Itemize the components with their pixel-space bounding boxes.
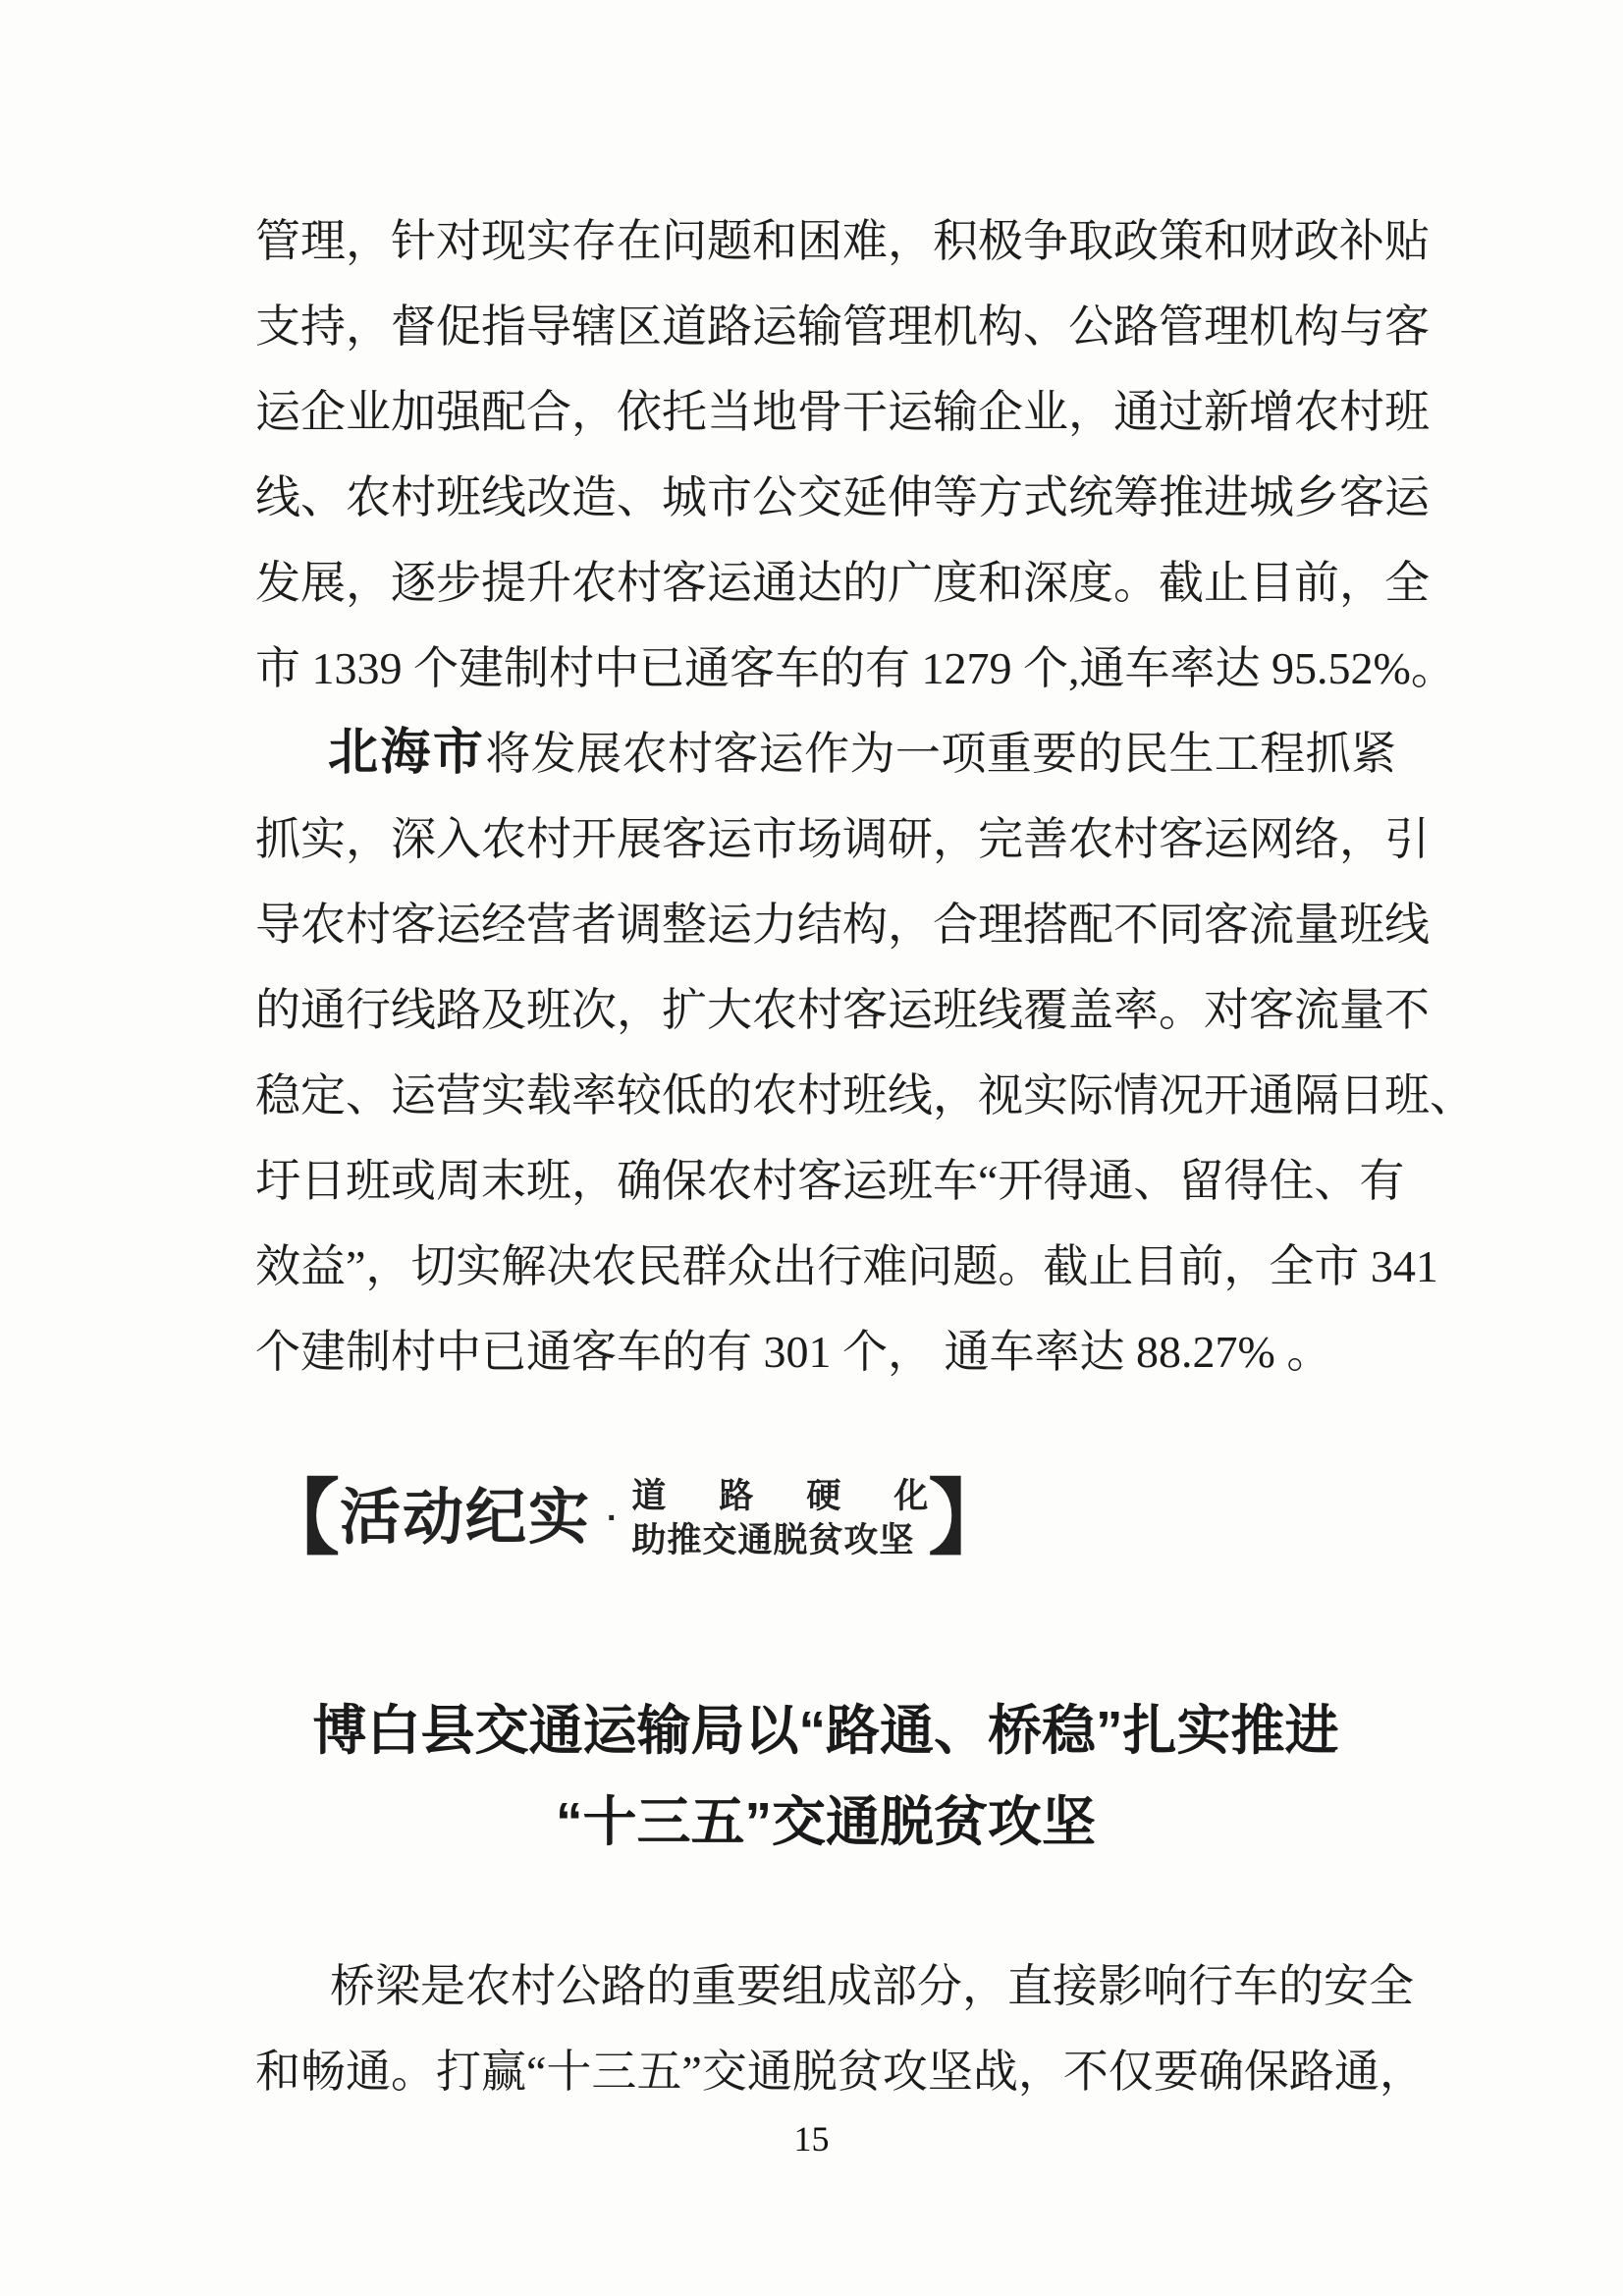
paragraph-line: 线、农村班线改造、城市公交延伸等方式统筹推进城乡客运 bbox=[255, 472, 1430, 522]
open-bracket: 【 bbox=[257, 1472, 341, 1564]
paragraph-line: 圩日班或周末班，确保农村客运班车“开得通、留得住、有 bbox=[255, 1156, 1405, 1206]
paragraph-line: 的通行线路及班次，扩大农村客运班线覆盖率。对客流量不 bbox=[255, 985, 1430, 1035]
subtitle-bottom: 助推交通脱贫攻坚 bbox=[631, 1521, 915, 1559]
paragraph-line: 支持，督促指导辖区道路运输管理机构、公路管理机构与客 bbox=[255, 301, 1430, 352]
article-body-line: 和畅通。打赢“十三五”交通脱贫攻坚战，不仅要确保路通， bbox=[255, 2047, 1425, 2097]
article-title-line1: 博白县交通运输局以“路通、桥稳”扎实推进 bbox=[312, 1700, 1339, 1761]
paragraph-line: 市 1339 个建制村中已通客车的有 1279 个,通车率达 95.52%。 bbox=[255, 643, 1456, 693]
close-bracket: 】 bbox=[928, 1472, 1011, 1564]
section-header-subtitle-stack bbox=[631, 1474, 928, 1562]
paragraph-line: 抓实，深入农村开展客运市场调研，完善农村客运网络，引 bbox=[255, 814, 1430, 864]
body-text-block bbox=[255, 198, 1475, 1394]
article-body-line: 桥梁是农村公路的重要组成部分，直接影响行车的安全 bbox=[330, 1961, 1414, 2011]
paragraph-line: 运企业加强配合，依托当地骨干运输企业，通过新增农村班 bbox=[255, 387, 1430, 437]
paragraph-line: 管理，针对现实存在问题和困难，积极争取政策和财政补贴 bbox=[255, 216, 1430, 266]
paragraph-line-beihai-first bbox=[255, 711, 1396, 796]
page-number: 15 bbox=[793, 2119, 830, 2159]
paragraph-line-last: 个建制村中已通客车的有 301 个， 通车率达 88.27% 。 bbox=[255, 1327, 1332, 1377]
subtitle-top: 道路硬化 bbox=[631, 1477, 929, 1515]
section-header bbox=[257, 1469, 1010, 1567]
paragraph-line: 效益”，切实解决农民群众出行难问题。截止目前，全市 341 bbox=[255, 1241, 1438, 1291]
section-header-label: 活动纪实 bbox=[340, 1484, 592, 1552]
paragraph-line: 稳定、运营实载率较低的农村班线，视实际情况开通隔日班、 bbox=[255, 1070, 1475, 1121]
beihai-first-line-text: 将发展农村客运作为一项重要的民生工程抓紧 bbox=[485, 729, 1396, 779]
article-title bbox=[255, 1685, 1396, 1868]
separator-dot: · bbox=[607, 1499, 619, 1537]
article-body-block bbox=[255, 1943, 1425, 2114]
article-title-line2: “十三五”交通脱贫攻坚 bbox=[555, 1791, 1096, 1852]
beihai-city-bold-lead: 北海市 bbox=[328, 726, 486, 781]
paragraph-line: 导农村客运经营者调整运力结构，合理搭配不同客流量班线 bbox=[255, 900, 1430, 950]
paragraph-line: 发展，逐步提升农村客运通达的广度和深度。截止目前，全 bbox=[255, 558, 1430, 608]
